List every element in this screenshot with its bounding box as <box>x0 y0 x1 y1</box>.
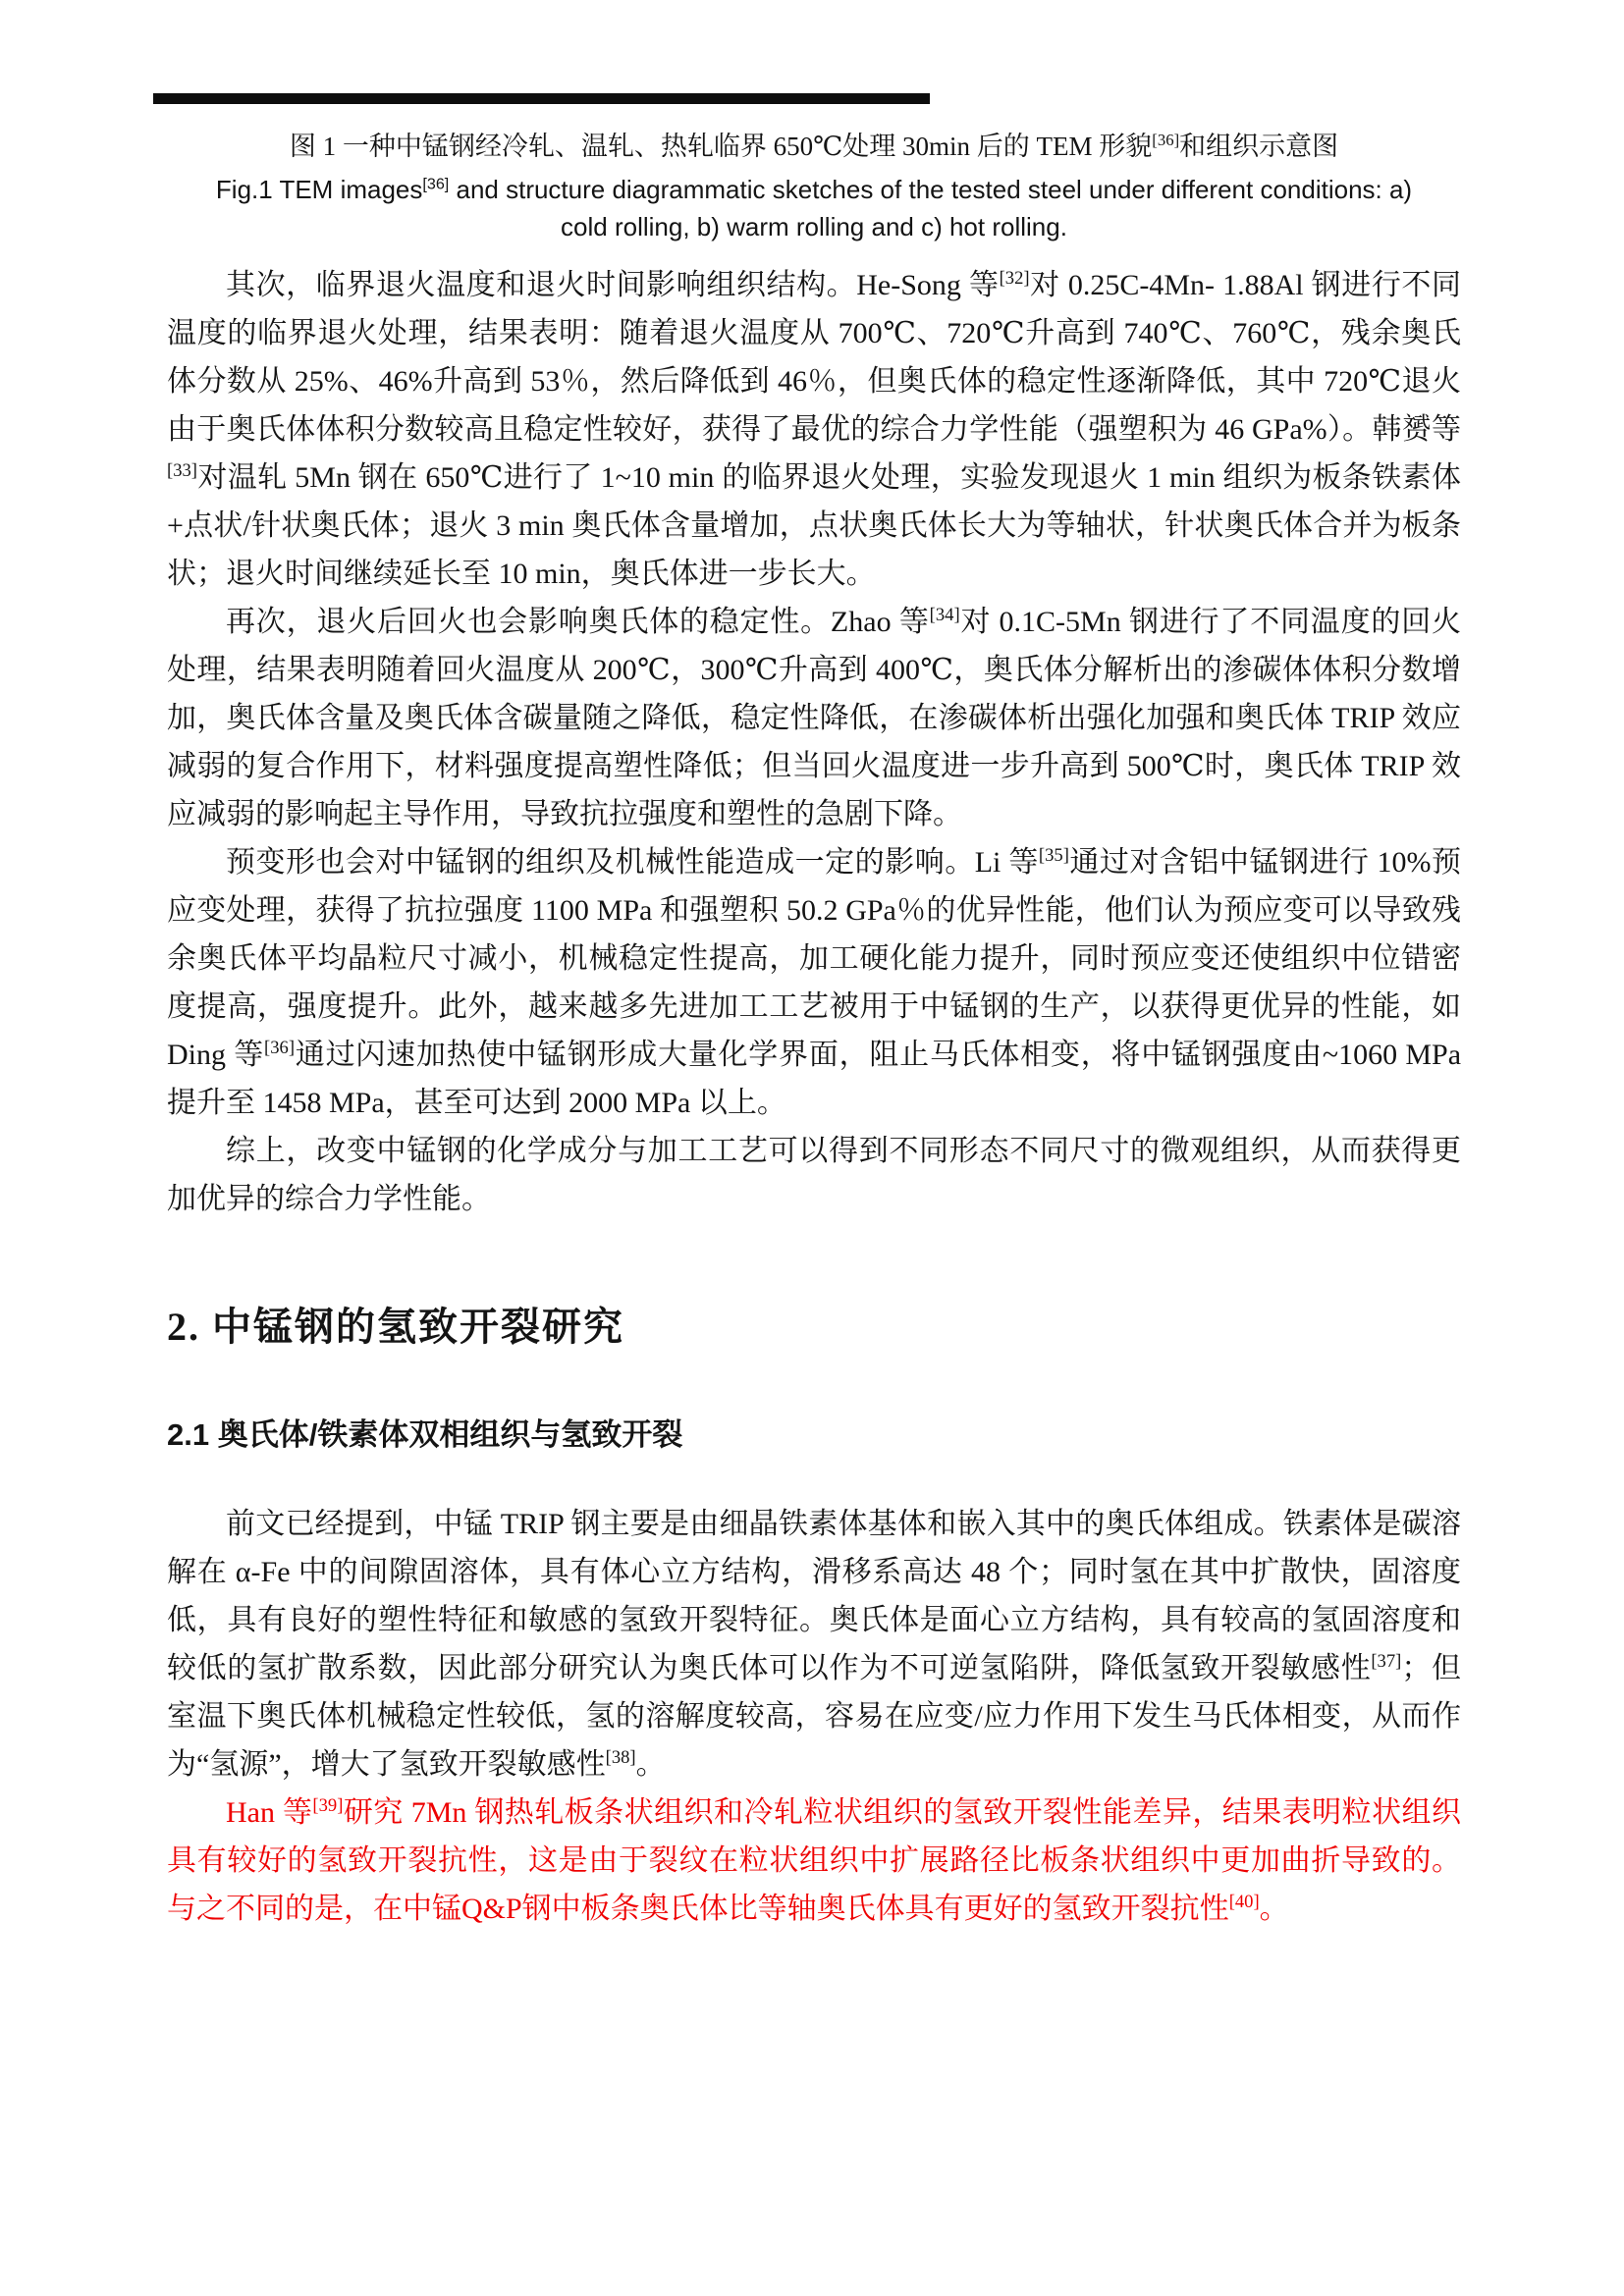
text-run: 通过对含铝中锰钢进行 10%预应变处理，获得了抗拉强度 1100 MPa 和强塑积 50.2 GPa％的优异性能，他们认为预应变可以导致残余奥氏体平均晶粒尺寸减小，机械稳定性提高，加工硬化能力提升，同时预应变还使组织中位错密度提高，强度提升。此外，越来越多先进加工工艺被用于中锰钢的生产，以获得更优异的性能，如 Ding 等 <box>167 846 1461 1071</box>
text-run: 对 0.25C-4Mn- 1.88Al 钢进行不同温度的临界退火处理，结果表明：随着退火温度从 700℃、720℃升高到 740℃、760℃，残余奥氏体分数从 25%、46%升高到 53％，然后降低到 46％，但奥氏体的稳定性逐渐降低，其中 720℃退火由于奥氏体体积分数较高且稳定性较好，获得了最优的综合力学性能（强塑积为 46 GPa%）。韩赟等 <box>167 269 1461 446</box>
text-run: 对 0.1C-5Mn 钢进行了不同温度的回火处理，结果表明随着回火温度从 200℃，300℃升高到 400℃，奥氏体分解析出的渗碳体体积分数增加，奥氏体含量及奥氏体含碳量随之降低，稳定性降低，在渗碳体析出强化加强和奥氏体 TRIP 效应减弱的复合作用下，材料强度提高塑性降低；但当回火温度进一步升高到 500℃时，奥氏体 TRIP 效应减弱的影响起主导作用，导致抗拉强度和塑性的急剧下降。 <box>167 606 1461 830</box>
citation-ref: [37] <box>1371 1651 1402 1672</box>
text-run: 图 1 一种中锰钢经冷轧、温轧、热轧临界 650℃处理 30min 后的 TEM 形貌 <box>289 132 1153 161</box>
text-run: Fig.1 TEM images <box>215 175 423 204</box>
figure-image-bottom-strip <box>153 93 930 104</box>
citation-ref: [35] <box>1038 845 1069 866</box>
text-run: 再次，退火后回火也会影响奥氏体的稳定性。Zhao 等 <box>226 606 930 638</box>
citation-ref: [36] <box>264 1038 296 1058</box>
figure1-caption-zh <box>167 126 1461 167</box>
text-run: ；但室温下奥氏体机械稳定性较低，氢的溶解度较高，容易在应变/应力作用下发生马氏体相变，从而作为“氢源”，增大了氢致开裂敏感性 <box>167 1652 1462 1781</box>
text-run: 前文已经提到，中锰 TRIP 钢主要是由细晶铁素体基体和嵌入其中的奥氏体组成。铁素体是碳溶解在 α-Fe 中的间隙固溶体，具有体心立方结构，滑移系高达 48 个；同时氢在其中扩散快，固溶度低，具有良好的塑性特征和敏感的氢致开裂特征。奥氏体是面心立方结构，具有较高的氢固溶度和较低的氢扩散系数，因此部分研究认为奥氏体可以作为不可逆氢陷阱，降低氢致开裂敏感性 <box>167 1508 1461 1684</box>
text-run: 综上，改变中锰钢的化学成分与加工工艺可以得到不同形态不同尺寸的微观组织，从而获得更加优异的综合力学性能。 <box>167 1135 1461 1215</box>
paragraph-dual-phase-intro <box>167 1500 1461 1789</box>
paragraph-pre-deformation <box>167 838 1461 1127</box>
section-heading-2-1: 2.1 奥氏体/铁素体双相组织与氢致开裂 <box>167 1417 683 1452</box>
text-run: 通过闪速加热使中锰钢形成大量化学界面，阻止马氏体相变，将中锰钢强度由~1060 MPa 提升至 1458 MPa，甚至可达到 2000 MPa 以上。 <box>167 1039 1462 1119</box>
section-heading-2: 2. 中锰钢的氢致开裂研究 <box>167 1305 624 1349</box>
paragraph-han-hic-study <box>167 1789 1461 1933</box>
figure1-caption-en-line1 <box>167 171 1461 208</box>
text-run: 。 <box>1259 1893 1289 1925</box>
citation-ref: [36] <box>1152 131 1180 149</box>
paragraph-critical-annealing <box>167 261 1461 598</box>
text-run: 。 <box>635 1748 666 1781</box>
text-run: 和组织示意图 <box>1179 132 1339 161</box>
text-run: 其次，临界退火温度和退火时间影响组织结构。He-Song 等 <box>226 269 1000 301</box>
figure1-caption-en-line2 <box>167 208 1461 245</box>
text-run: Han 等 <box>226 1796 313 1829</box>
text-run: 研究 7Mn 钢热轧板条状组织和冷轧粒状组织的氢致开裂性能差异，结果表明粒状组织具有较好的氢致开裂抗性，这是由于裂纹在粒状组织中扩展路径比板条状组织中更加曲折导致的。与之不同的是，在中锰Q&P钢中板条奥氏体比等轴奥氏体具有更好的氢致开裂抗性 <box>167 1796 1461 1925</box>
paragraph-summary <box>167 1127 1461 1223</box>
text-run: cold rolling, b) warm rolling and c) hot rolling. <box>561 212 1067 241</box>
citation-ref: [36] <box>422 175 450 193</box>
citation-ref: [32] <box>999 268 1030 289</box>
page-content <box>167 126 1461 1933</box>
text-run: 对温轧 5Mn 钢在 650℃进行了 1~10 min 的临界退火处理，实验发现退火 1 min 组织为板条铁素体+点状/针状奥氏体；退火 3 min 奥氏体含量增加，点状奥氏体长大为等轴状，针状奥氏体合并为板条状；退火时间继续延长至 10 min，奥氏体进一步长大。 <box>167 461 1461 590</box>
citation-ref: [39] <box>312 1795 344 1816</box>
text-run: 预变形也会对中锰钢的组织及机械性能造成一定的影响。Li 等 <box>226 846 1039 879</box>
citation-ref: [33] <box>167 460 197 481</box>
text-run: and structure diagrammatic sketches of the tested steel under different conditions: a) <box>449 175 1413 204</box>
paragraph-tempering <box>167 598 1461 838</box>
citation-ref: [40] <box>1228 1892 1260 1912</box>
citation-ref: [34] <box>929 605 960 625</box>
citation-ref: [38] <box>605 1747 636 1768</box>
